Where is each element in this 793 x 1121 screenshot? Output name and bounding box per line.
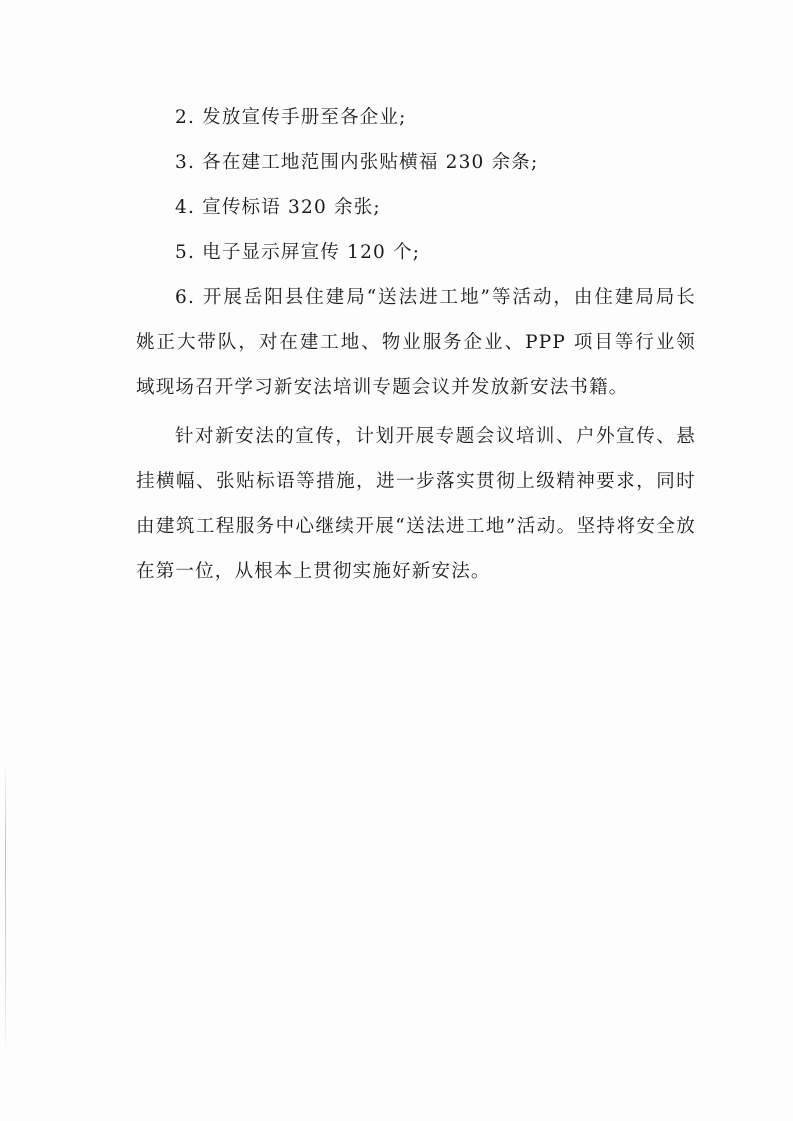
list-item-6: 6. 开展岳阳县住建局“送法进工地”等活动，由住建局局长姚正大带队，对在建工地、物业服务企业、PPP 项目等行业领域现场召开学习新安法培训专题会议并发放新安法书籍。	[136, 287, 696, 398]
list-item-2: 2. 发放宣传手册至各企业;	[175, 107, 407, 128]
closing-paragraph: 针对新安法的宣传，计划开展专题会议培训、户外宣传、悬挂横幅、张贴标语等措施，进一步落实贯彻上级精神要求，同时由建筑工程服务中心继续开展“送法进工地”活动。坚持将安全放在第一位，从根本上贯彻实施好新安法。	[136, 426, 696, 582]
document-body	[136, 95, 696, 594]
list-item-5: 5. 电子显示屏宣传 120 个;	[175, 242, 421, 263]
list-item-4: 4. 宣传标语 320 余张;	[175, 197, 381, 218]
scan-edge-line	[5, 760, 6, 1060]
list-item-3: 3. 各在建工地范围内张贴横福 230 余条;	[175, 152, 539, 173]
